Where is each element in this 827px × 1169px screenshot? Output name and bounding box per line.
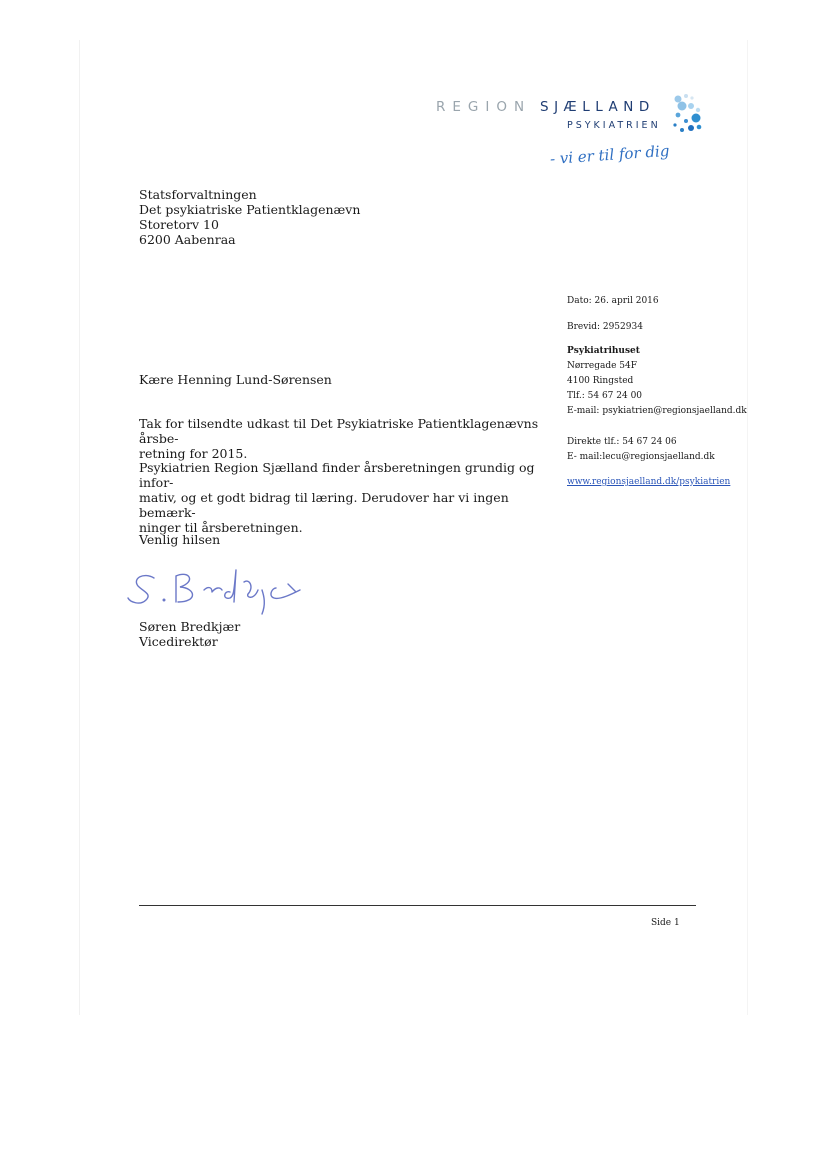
paragraph-line: Psykiatrien Region Sjælland finder årsberetningen grundig og infor- [139,460,535,490]
direct-contact [567,435,715,465]
sender-city: 4100 Ringsted [567,376,634,386]
sender-org: Psykiatrihuset [567,346,640,356]
paragraph-line: ninger til årsberetningen. [139,520,303,535]
logo-region-word: REGION [436,99,532,115]
logo-sjaelland-word: SJÆLLAND [540,99,655,115]
signer-name: Søren Bredkjær [139,619,241,634]
recipient-line: Statsforvaltningen [139,187,257,202]
letter-date: Dato: 26. april 2016 [567,296,659,306]
recipient-line: Det psykiatriske Patientklagenævn [139,202,361,217]
handwritten-signature [124,560,324,615]
page-number: Side 1 [651,918,680,928]
recipient-line: Storetorv 10 [139,217,219,232]
scan-edge-right [747,40,748,1015]
paragraph-2 [139,460,554,535]
logo-tagline-script [548,140,673,174]
sender-street: Nørregade 54F [567,361,637,371]
recipient-address [139,187,360,247]
paragraph-line: Tak for tilsendte udkast til Det Psykiatriske Patientklagenævns årsbe- [139,416,539,446]
signer-title: Vicedirektør [139,634,218,649]
direct-email: E- mail:lecu@regionsjaelland.dk [567,452,715,462]
sender-contact [567,344,747,419]
sender-email: E-mail: psykiatrien@regionsjaelland.dk [567,406,747,416]
letter-id: Brevid: 2952934 [567,322,643,332]
direct-phone: Direkte tlf.: 54 67 24 06 [567,437,677,447]
signer-block [139,619,240,649]
paragraph-line: mativ, og et godt bidrag til læring. Derudover har vi ingen bemærk- [139,490,509,520]
recipient-line: 6200 Aabenraa [139,232,236,247]
sender-phone: Tlf.: 54 67 24 00 [567,391,643,401]
logo-psykiatrien-word: PSYKIATRIEN [567,120,661,131]
logo-dots-icon [668,92,708,138]
paragraph-1 [139,416,554,461]
footer-divider [139,905,696,906]
salutation: Kære Henning Lund-Sørensen [139,372,332,387]
paragraph-line: retning for 2015. [139,446,248,461]
website-link[interactable]: www.regionsjaelland.dk/psykiatrien [567,477,731,487]
svg-text:- vi er til for dig: - vi er til for dig [549,141,670,169]
scan-edge-left [79,40,80,1015]
closing: Venlig hilsen [139,532,221,547]
